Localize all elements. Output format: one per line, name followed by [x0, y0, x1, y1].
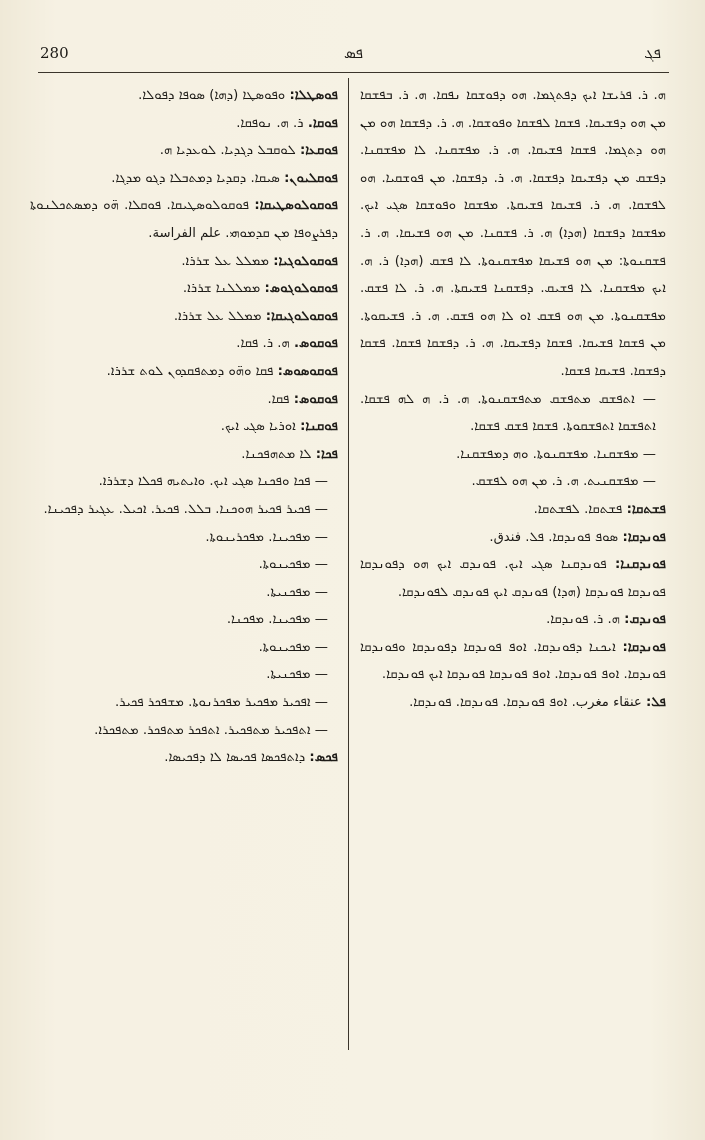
headword: ܦܟܐ: [315, 446, 338, 462]
headword: ܦܘܩܘܣ: [293, 391, 338, 407]
dictionary-entry [360, 634, 666, 689]
entry-text: — ܐܬܦܫܩ ܡܬܦܫܩ ܡܬܦܫܩܢܘܬܐ. ܗ. ܪ. ܗ ܠܗ ܦܫܩܐ. ܐܬܦܫܩܐ ܐܬܦܫܩܘܬܐ. ܦܫܩܐ ܦܫܩ ܦܫܩܐ. [360, 391, 656, 435]
entry-text: — ܡܦܟܝܢܐ. ܡܦܟܢܐ. [226, 612, 328, 628]
header-center-word: ܦܣ [344, 44, 363, 62]
sub-entry [30, 661, 338, 689]
headword: ܦܫܬܩܐ: [626, 501, 666, 517]
dictionary-entry [30, 275, 338, 303]
dictionary-entry [30, 110, 338, 138]
headword: ܦܘܩܐ. [307, 115, 338, 131]
column-divider [348, 78, 349, 1050]
headword: ܦܘܢܕܩܢܐ: [615, 557, 666, 573]
dictionary-entry [30, 413, 338, 441]
dictionary-entry [30, 386, 338, 414]
dictionary-entry [30, 330, 338, 358]
entry-text: — ܦܟܐ ܘܦܟܢܐ ܣܓܝ ܐܝܟ. ܘܐܝܬܝܗ ܦܟܠܐ ܕܫܪܪܐ. [98, 474, 328, 490]
sub-entry [30, 468, 338, 496]
header-rule [38, 72, 669, 73]
dictionary-entry [30, 137, 338, 165]
headword: ܦܠ: [646, 695, 666, 711]
entry-text: ܦܩܐ ܘܗ̈ܘ ܕܡܬܦܩܕܘܢ ܠܘܬ ܫܪܪܐ. [106, 363, 274, 379]
entry-text: ܦܩܐ. [267, 391, 290, 407]
entry-text: — ܦܟܝܪ ܦܟܝܪ ܗܘܟܢܐ. ܒܠܠ. ܦܟܝܪ. ܐܟܝܠ. ܥܓܝܪ ܕܦܟܝܢܐ. [43, 501, 328, 517]
left-column [30, 82, 338, 772]
sub-entry [30, 606, 338, 634]
entry-text: ܕܐܬܦܟܣܐ ܦܟܝܣܐ ܠܐ ܕܦܟܝܣܐ. [164, 750, 306, 766]
entry-text: — ܡܦܟܝܢܘܬܐ. [258, 639, 328, 655]
sub-entry [360, 441, 666, 469]
headword: ܦܘܢܕܩܐ: [622, 529, 666, 545]
headword: ܦܘܩܘܠܘܣܛܝܩܐ: [254, 198, 338, 214]
entry-text: ܠܐ ܡܬܗܦܟܢܐ. [241, 446, 312, 462]
headword: ܦܘܩܘܣܘܣ: [277, 363, 338, 379]
sub-entry [30, 551, 338, 579]
entry-text: ܘܦܘܣܛܐ (ܕܗܐ) ܣܘܦܐ ܕܦܘܠܐ. [138, 88, 286, 103]
sub-entry [360, 468, 666, 496]
dictionary-entry [30, 82, 338, 110]
entry-text: ܗ. ܪ. ܦܩܐ. [236, 336, 290, 352]
headword: ܦܘܩܠܝܘܢ: [284, 170, 338, 186]
sub-entry [30, 717, 338, 745]
entry-text: عنقاء مغرب. ܐܘܦ ܦܘܢܕܩܐ. ܦܘܢܕܩܐ. ܦܘܢܕܩܐ. [409, 695, 642, 711]
dictionary-entry [30, 248, 338, 276]
sub-entry [30, 579, 338, 607]
entry-text: — ܡܦܟܝܢܘܬܐ. [258, 557, 328, 573]
entry-text: ܪ. ܗ. ܢܘܦܩܐ. [236, 115, 304, 131]
entry-text: ܣܘܦ ܦܘܢܕܩܐ. ܦܠ. فندق. [489, 529, 619, 545]
entry-text: — ܡܦܫܩܢܐ. ܡܦܫܩܢܘܬܐ. ܘܗ ܕܡܦܫܩܢܐ. [456, 446, 656, 462]
right-column [360, 82, 666, 717]
entry-text: ܡܡܠܠ ܥܠ ܫܪܪܐ. [181, 253, 270, 269]
dictionary-entry [30, 744, 338, 772]
entry-text: ܡܡܠܠܢܐ ܫܪܪܐ. [182, 281, 261, 297]
headword: ܦܘܢܕܩ: [624, 612, 666, 628]
headword: ܦܘܩܢܐ: [300, 419, 338, 435]
dictionary-entry [30, 441, 338, 469]
headword: ܦܘܩܘܣ. [293, 336, 338, 352]
entry-text: ܠܘܩܒܠ ܕܓܕܝܐ. ܠܘܥܕܝܐ ܗ. [159, 143, 296, 159]
entry-text: — ܐܬܦܟܝܪ ܡܬܦܟܝܪ. ܐܬܦܟܪ ܡܬܦܟܪ. ܡܬܦܟܪܐ. [94, 722, 328, 738]
entry-text: ܐܝܟܢܐ ܕܦܘܢܕܩܐ. ܐܘܦ ܦܘܢܕܩܐ ܕܦܘܢܕܩܐ ܘܦܘܢܕܩܐ ܦܘܢܕܩܐ. ܐܘܦ ܦܘܢܕܩܐ. ܐܘܦ ܦܘܢܕܩܐ ܦܘܢܕܩܐ ܐܝܟ ܦܘܢܕܩܐ. [360, 639, 666, 683]
entry-text: ܗ. ܪ. ܦܪܝܫܐ ܐܝܟ ܕܦܬܓܡܐ. ܗܘ ܕܦܘܫܩܐ ܢܦܩܐ. ܗ. ܪ. ܒܦܫܩܐ ܡܢ ܗܘ ܕܦܫܝܩܐ. ܦܫܩܐ ܠܦܫܩܐ ܘܦܘܫܩܐ. ܗ. ܪ. ܕܦܫܩܐ ܗܘ ܡܢ ܗܘ ܕܬܓܡܐ. ܦܫܩܐ ܦܫܝܩܐ. ܗ. ܪ. ܡܦܫܩܢܐ. ܠܐ ܡܦܫܩܢܐ. ܕܦܫܩ ܡܢ ܕܦܫܝܩܐ ܕܦܫܩܐ. ܗ. ܪ. ܕܦܫܩܐ. ܡܢ ܦܘܫܩܝܐ. ܗܘ ܠܦܫܩܐ. ܗ. ܪ. ܦܫܝܩܐ ܦܫܝܩܬܐ. ܡܦܫܩܐ ܘܦܘܫܩܐ ܣܓܝ ܐܝܟ. ܡܦܫܩܐ ܕܦܫܩܐ (ܗܕܐ) ܗ. ܪ. ܦܫܩܢܐ. ܡܢ ܗܘ ܦܫܝܩܐ. ܗ. ܪ. ܦܫܩܢܘܬܐ: ܡܢ ܗܘ ܦܫܝܩܐ ܡܦܫܩܢܘܬܐ. ܠܐ ܦܫܩ (ܗܕܐ) ܪ. ܗ. ܐܝܟ ܡܦܫܩܢܐ. ܠܐ ܦܫܝܩ. ܕܦܫܩܢܐ ܦܫܝܩܬܐ. ܗ. ܪ. ܠܐ ܦܫܩ. ܡܦܫܩܢܘܬܐ. ܡܢ ܗܘ ܦܫܩ ܐܘ ܠܐ ܗܘ ܦܫܩ. ܗ. ܪ. ܦܫܝܩܘܬܐ. ܡܢ ܦܫܩܐ ܦܫܝܩܐ. ܦܫܩܐ ܕܦܫܝܩܐ. ܗ. ܪ. ܕܦܫܩܐ ܦܫܩܐ. ܦܫܩܐ ܕܦܫܩܐ. ܦܫܝܩܐ ܦܫܩܐ. [360, 88, 666, 379]
entry-text: ܗ. ܪ. ܦܘܢܕܩܐ. [546, 612, 620, 628]
headword: ܦܘܢܕܩܐ: [622, 639, 666, 655]
page-number: 280 [40, 44, 69, 62]
sub-entry [30, 524, 338, 552]
sub-entry [30, 634, 338, 662]
entry-text: ܦܘܩܘܠܘܣܛܝܩܐ. ܦܘܩܠܐ. ܗ̈ܘ ܕܡܣܬܟܠܢܘܬܐ ܕܦܪܨܘܦܐ ܡܢ ܩܕܡܘܗܝ. علم الفراسة. [30, 198, 338, 241]
entry-text: ܐܘܪܝܐ ܣܓܝ ܐܝܟ. [220, 419, 296, 435]
headword: ܦܟܣ: [309, 750, 338, 766]
entry-text: ܦܫܬܩܐ. ܠܦܫܬܩܐ. [533, 501, 623, 517]
dictionary-entry [30, 358, 338, 386]
running-header [40, 44, 667, 68]
sub-entry [30, 496, 338, 524]
headword: ܦܘܣܛܠܐ: [289, 88, 338, 103]
entry-text: ܣܝܩܐ. ܕܩܕܝܐ ܕܡܬܒܠܐ ܕܓܘ ܡܕܓܐ. [111, 170, 280, 186]
dictionary-entry [360, 82, 666, 386]
headword: ܦܘܩܥܐ: [300, 143, 338, 159]
headword: ܦܘܩܘܠܘܓܘܣ: [264, 281, 338, 297]
sub-entry [360, 386, 666, 441]
dictionary-entry [30, 192, 338, 247]
entry-text: — ܡܦܟܢܝܬܐ. [266, 667, 328, 683]
dictionary-entry [360, 689, 666, 717]
headword: ܦܘܩܘܠܘܓܝܐ: [273, 253, 338, 269]
sub-entry [30, 689, 338, 717]
entry-text: — ܡܦܫܩܢܝܬ. ܗ. ܪ. ܡܢ ܗܘ ܠܦܫܩ. [471, 474, 656, 490]
entry-text: ܡܡܠܠ ܥܠ ܫܪܪܐ. [173, 308, 262, 324]
dictionary-entry [360, 606, 666, 634]
dictionary-entry [360, 524, 666, 552]
header-right-word: ܦܓ [644, 44, 661, 62]
dictionary-entry [360, 551, 666, 606]
dictionary-entry [30, 303, 338, 331]
entry-text: — ܡܦܟܢܝܬܐ. [266, 584, 328, 600]
entry-text: — ܐܦܟܝܪ ܡܦܟܝܪ ܡܦܟܪܢܘܬܐ. ܡܫܦܟܪ ܦܟܝܪ. [114, 695, 328, 711]
entry-text: — ܡܦܟܝܢܐ. ܡܦܟܪܝܢܘܬܐ. [205, 529, 328, 545]
dictionary-entry [30, 165, 338, 193]
dictionary-entry [360, 496, 666, 524]
headword: ܦܘܩܘܠܘܓܝܩܐ: [265, 308, 338, 324]
entry-text: ܦܘܢܕܩܢܐ ܣܓܝ ܐܝܟ. ܦܘܢܕܩ ܐܝܟ ܗܘ ܕܦܘܢܕܩܐ ܦܘܢܕܩܐ ܦܘܢܕܩܐ (ܗܕܐ) ܦܘܢܕܩ ܐܝܟ ܦܘܢܕܩ ܠܦܘܢܕܩܐ. [360, 557, 666, 600]
